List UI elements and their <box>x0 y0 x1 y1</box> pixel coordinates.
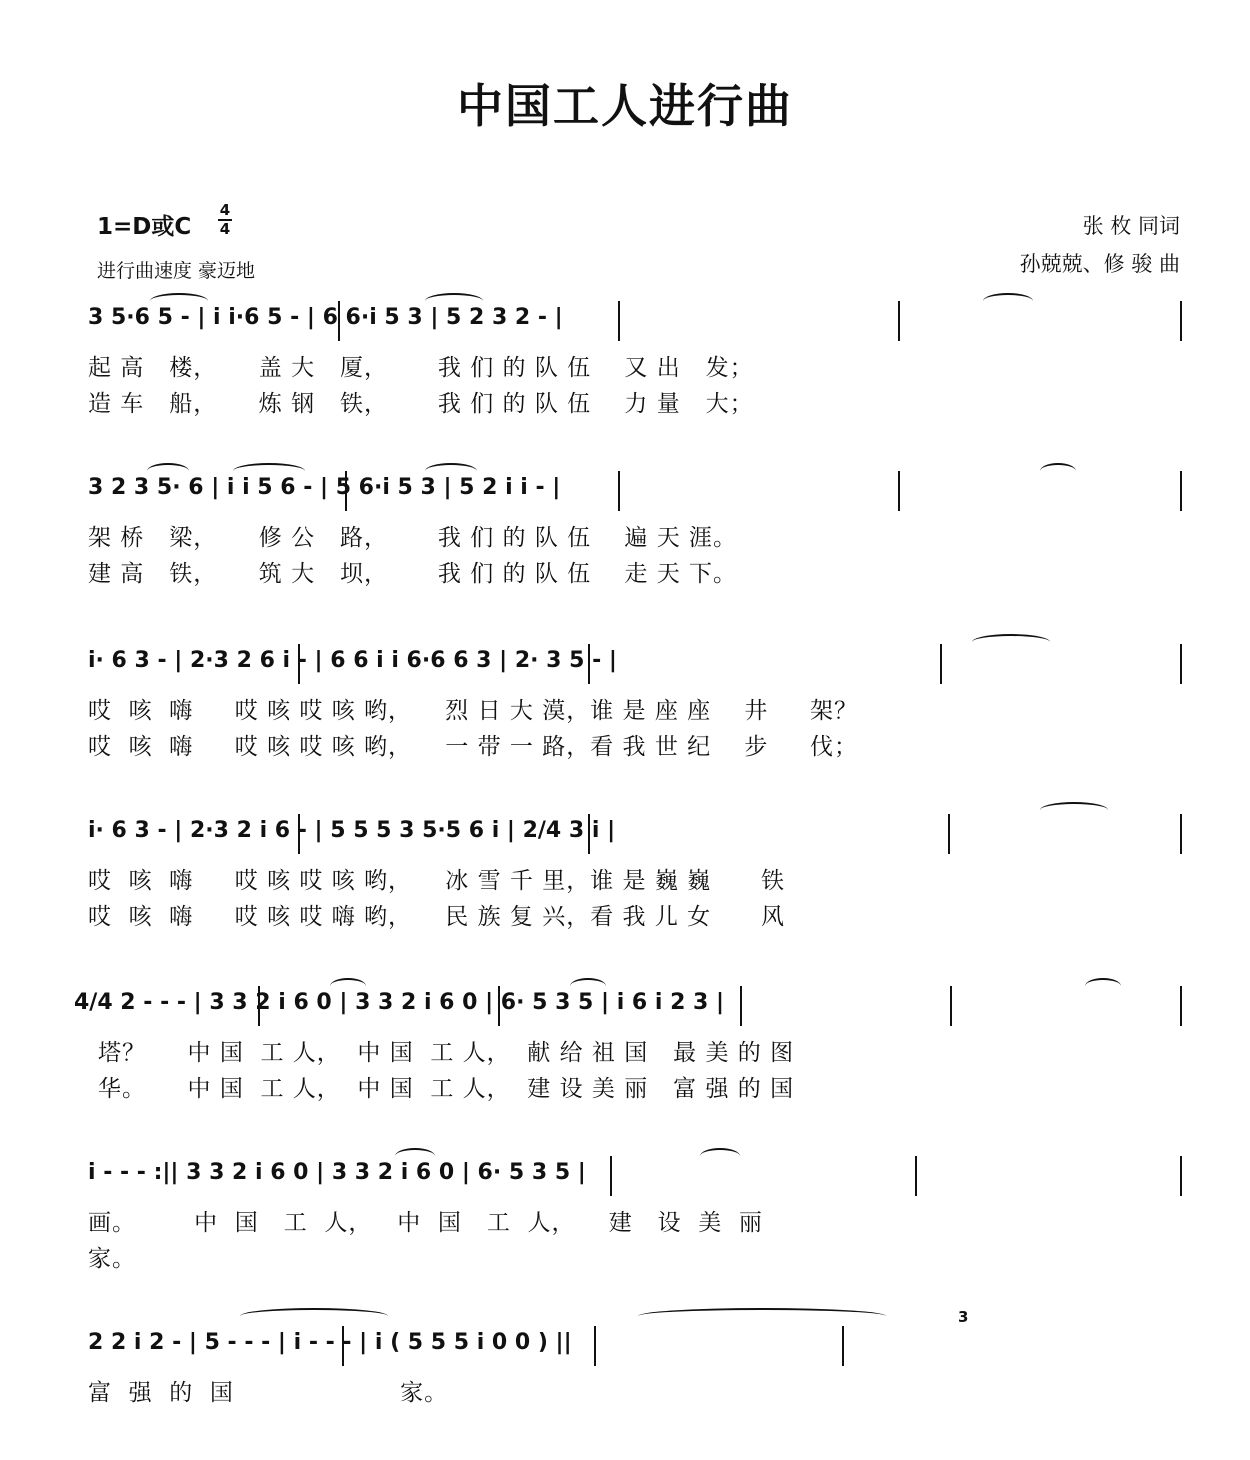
notation-line: 4/4 2 - - - | 3 3 2 i 6 0 | 3 3 2 i 6 0 | 6· 5 3 5 | i 6 i 2 3 | <box>74 990 725 1015</box>
lyric-verse-2: 哎 咳 嗨 哎 咳 哎 嗨 哟， 民 族 复 兴，看 我 儿 女 风 <box>88 904 786 930</box>
lyric-verse-1: 哎 咳 嗨 哎 咳 哎 咳 哟， 冰 雪 千 里，谁 是 巍 巍 铁 <box>88 868 786 894</box>
time-signature <box>218 203 232 237</box>
notation-line: 3 2 3 5· 6 | i i 5 6 - | 5 6·i 5 3 | 5 2 i i - | <box>88 475 561 500</box>
lyric-verse-1: 架 桥 梁， 修 公 路， 我 们 的 队 伍 遍 天 涯。 <box>88 525 738 551</box>
tempo-marking: 进行曲速度 豪迈地 <box>97 260 256 282</box>
notation-line: 3 5·6 5 - | i i·6 5 - | 6 6·i 5 3 | 5 2 3 2 - | <box>88 305 563 330</box>
lyric-verse-1: 富 强 的 国 家。 <box>88 1380 449 1406</box>
lyric-verse-2: 哎 咳 嗨 哎 咳 哎 咳 哟， 一 带 一 路，看 我 世 纪 步 伐； <box>88 734 858 760</box>
lyric-verse-2: 造 车 船， 炼 钢 铁， 我 们 的 队 伍 力 量 大； <box>88 391 754 417</box>
notation-line: i· 6 3 - | 2·3 2 i 6 - | 5 5 5 3 5·5 6 i | 2/4 3 i | <box>88 818 616 843</box>
lyric-verse-1: 哎 咳 嗨 哎 咳 哎 咳 哟， 烈 日 大 漠，谁 是 座 座 井 架？ <box>88 698 858 724</box>
time-signature-bottom: 4 <box>219 220 231 238</box>
lyric-verse-1: 起 高 楼， 盖 大 厦， 我 们 的 队 伍 又 出 发； <box>88 355 754 381</box>
lyric-verse-1: 塔？ 中 国 工 人， 中 国 工 人， 献 给 祖 国 最 美 的 图 <box>98 1040 795 1066</box>
lyric-verse-2: 建 高 铁， 筑 大 坝， 我 们 的 队 伍 走 天 下。 <box>88 561 738 587</box>
notation-line: i - - - :|| 3 3 2 i 6 0 | 3 3 2 i 6 0 | 6· 5 3 5 | <box>88 1160 586 1185</box>
notation-line: i· 6 3 - | 2·3 2 6 i - | 6 6 i i 6·6 6 3 | 2· 3 5 - | <box>88 648 617 673</box>
lyric-verse-1: 画。 中 国 工 人， 中 国 工 人， 建 设 美 丽 <box>88 1210 763 1236</box>
key-signature: 1=D或C <box>97 214 192 240</box>
composer-credit: 孙兢兢、修 骏 曲 <box>1019 252 1180 276</box>
lyric-verse-2: 华。 中 国 工 人， 中 国 工 人， 建 设 美 丽 富 强 的 国 <box>98 1076 795 1102</box>
time-signature-top: 4 <box>219 201 231 219</box>
triplet-mark: 3 <box>958 1308 969 1326</box>
lyric-verse-2: 家。 <box>88 1246 136 1272</box>
lyricist-credit: 张 枚 同词 <box>1082 214 1180 238</box>
notation-line: 2 2 i 2 - | 5 - - - | i - - - | i ( 5 5 5 i 0 0 ) || <box>88 1330 572 1355</box>
song-title: 中国工人进行曲 <box>457 79 793 133</box>
